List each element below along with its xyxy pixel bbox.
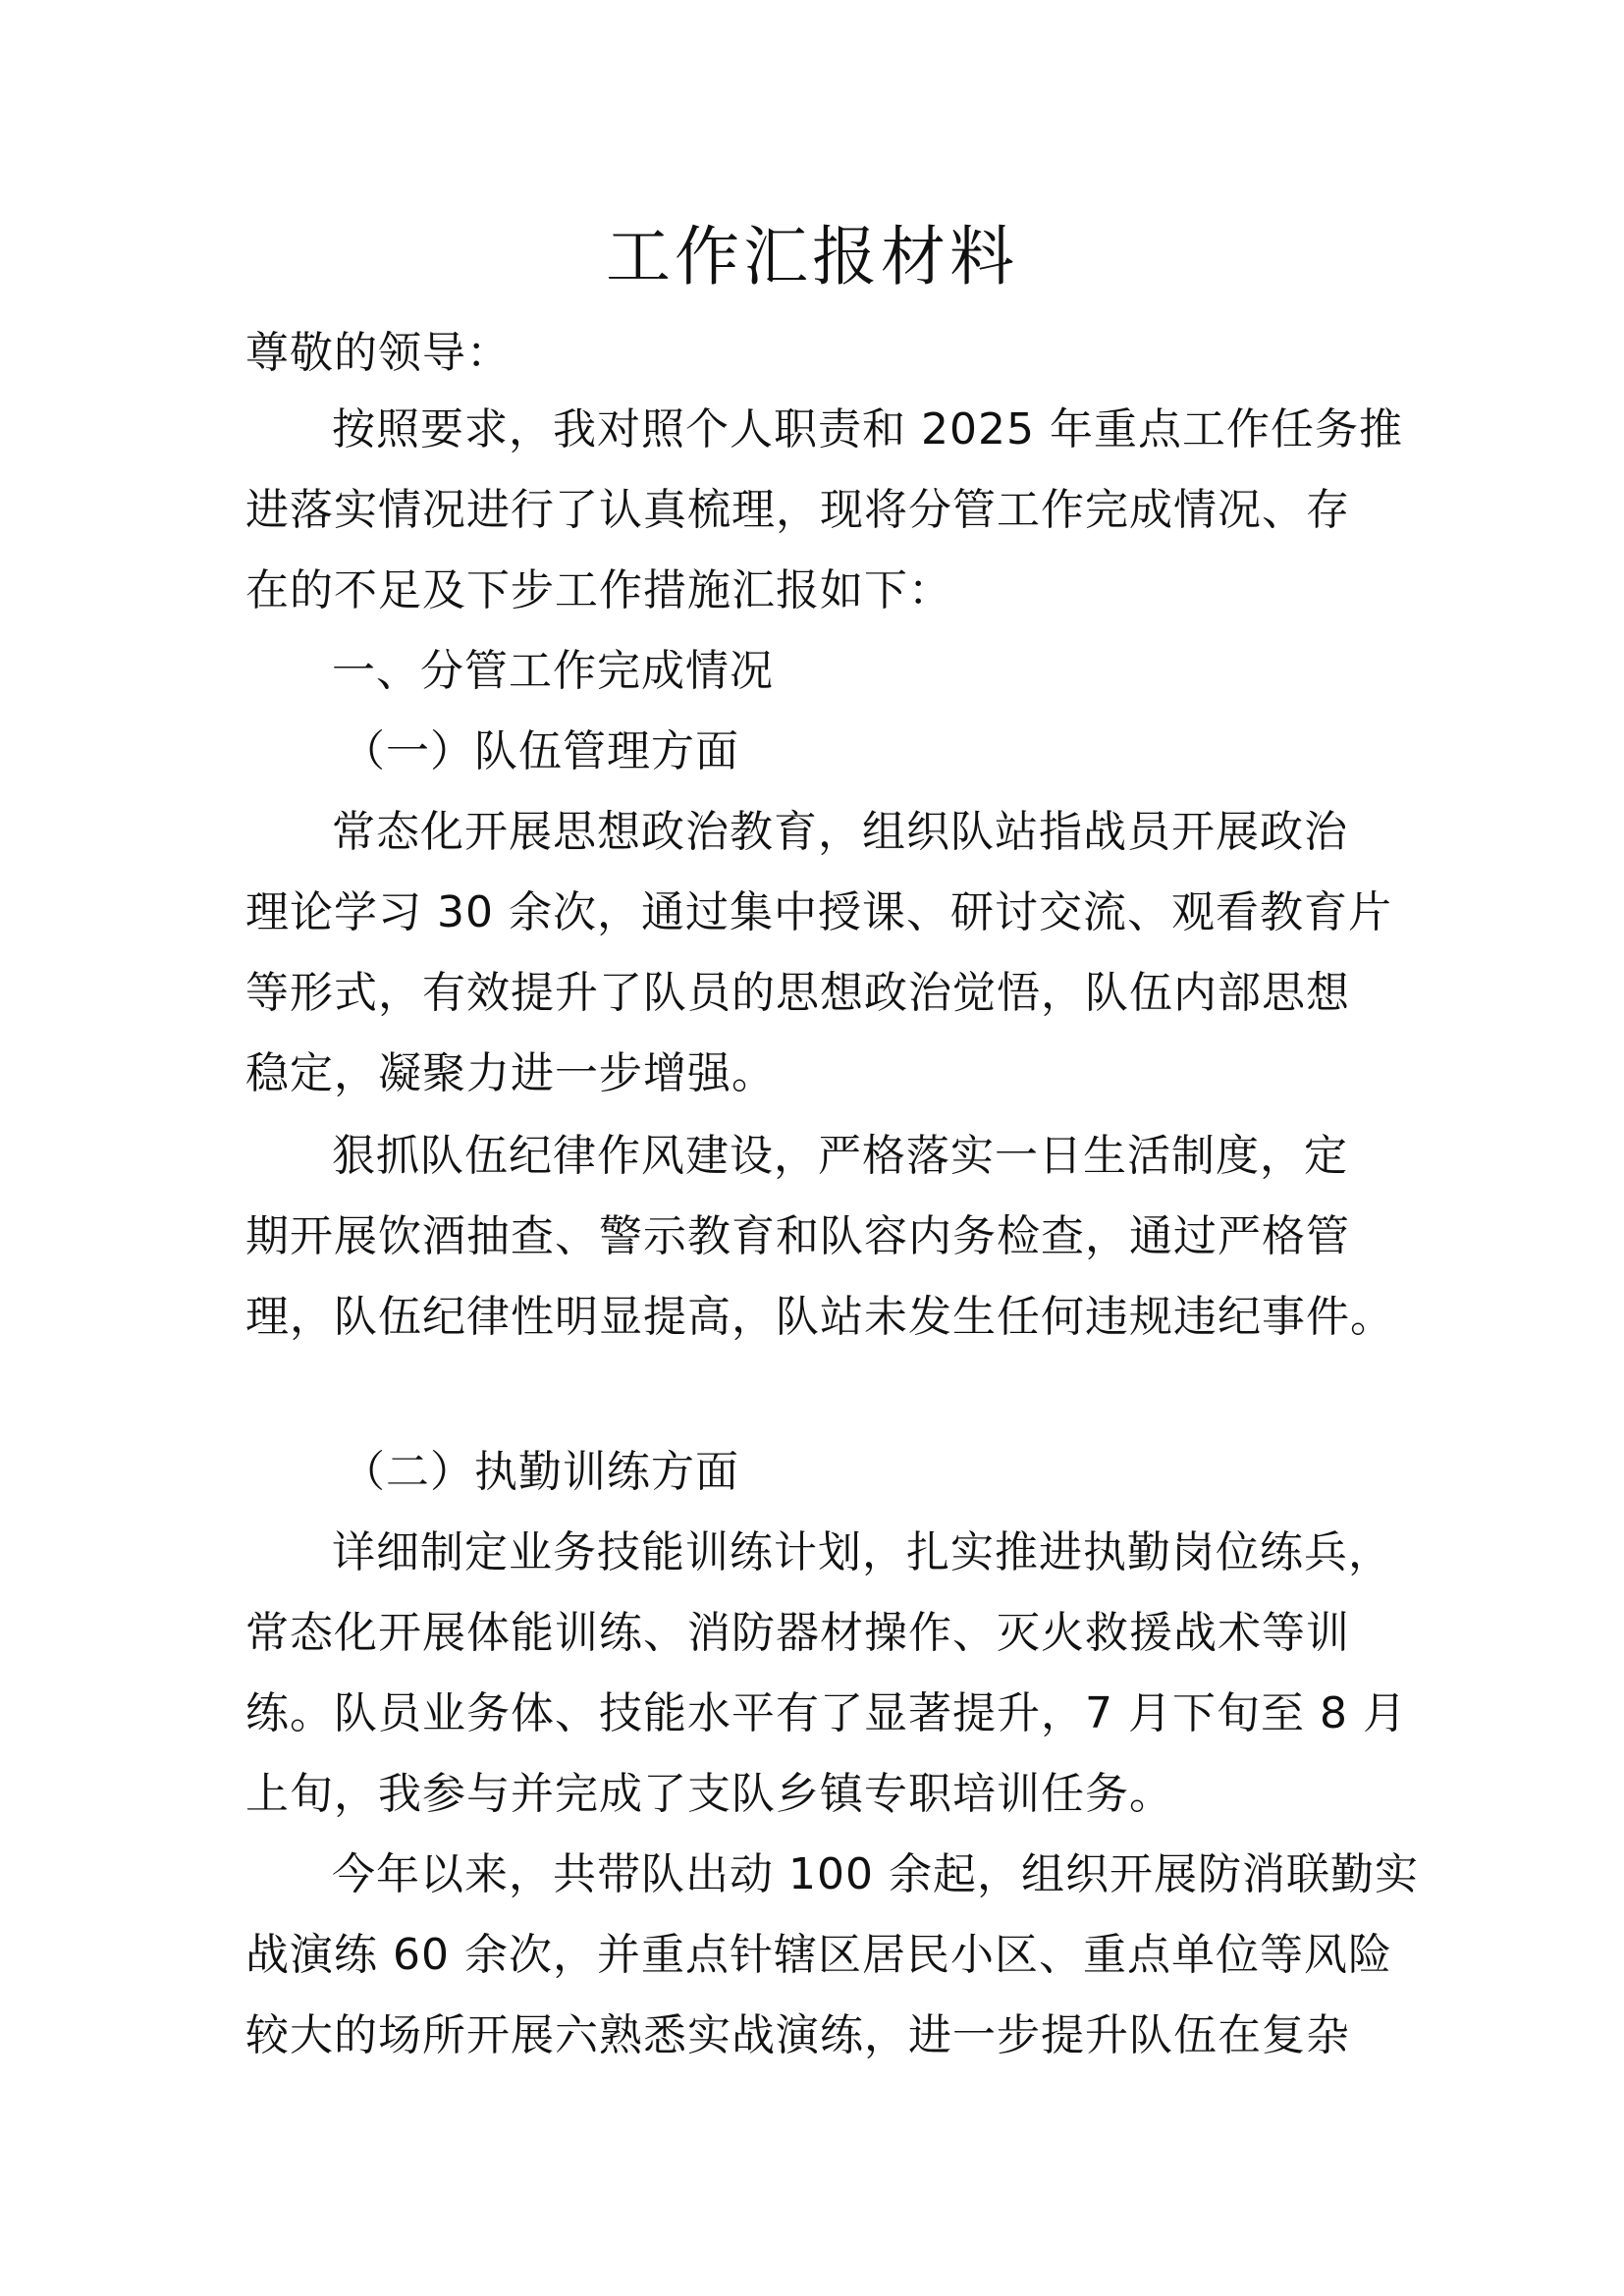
paragraph-line: 上旬，我参与并完成了支队乡镇专职培训任务。 xyxy=(245,1769,1173,1819)
paragraph-line: 期开展饮酒抽查、警示教育和队容内务检查，通过严格管 xyxy=(245,1211,1350,1261)
paragraph-line: 常态化开展体能训练、消防器材操作、灭火救援战术等训 xyxy=(245,1608,1350,1658)
paragraph-line: 详细制定业务技能训练计划，扎实推进执勤岗位练兵， xyxy=(332,1527,1392,1577)
paragraph-line: 稳定，凝聚力进一步增强。 xyxy=(245,1048,776,1098)
section-heading: 一、分管工作完成情况 xyxy=(332,646,774,696)
paragraph-line: 战演练 60 余次，并重点针辖区居民小区、重点单位等风险 xyxy=(245,1930,1392,1980)
paragraph-line: 练。队员业务体、技能水平有了显著提升，7 月下旬至 8 月 xyxy=(245,1688,1407,1738)
paragraph-line: 狠抓队伍纪律作风建设，严格落实一日生活制度，定 xyxy=(332,1131,1348,1181)
paragraph-line: 按照要求，我对照个人职责和 2025 年重点工作任务推 xyxy=(332,404,1403,454)
paragraph-line: 常态化开展思想政治教育，组织队站指战员开展政治 xyxy=(332,807,1348,857)
paragraph-line: 今年以来，共带队出动 100 余起，组织开展防消联勤实 xyxy=(332,1849,1419,1899)
paragraph-line: 等形式，有效提升了队员的思想政治觉悟，队伍内部思想 xyxy=(245,968,1350,1018)
paragraph-line: 在的不足及下步工作措施汇报如下： xyxy=(245,565,952,615)
salutation: 尊敬的领导： xyxy=(245,328,511,378)
subsection-heading: （一）队伍管理方面 xyxy=(342,726,739,776)
paragraph-line: 理，队伍纪律性明显提高，队站未发生任何违规违纪事件。 xyxy=(245,1292,1394,1342)
subsection-heading: （二）执勤训练方面 xyxy=(342,1447,739,1497)
document-title: 工作汇报材料 xyxy=(606,219,1018,294)
paragraph-line: 进落实情况进行了认真梳理，现将分管工作完成情况、存 xyxy=(245,485,1350,535)
paragraph-line: 理论学习 30 余次，通过集中授课、研讨交流、观看教育片 xyxy=(245,887,1392,937)
paragraph-line: 较大的场所开展六熟悉实战演练，进一步提升队伍在复杂 xyxy=(245,2010,1350,2060)
